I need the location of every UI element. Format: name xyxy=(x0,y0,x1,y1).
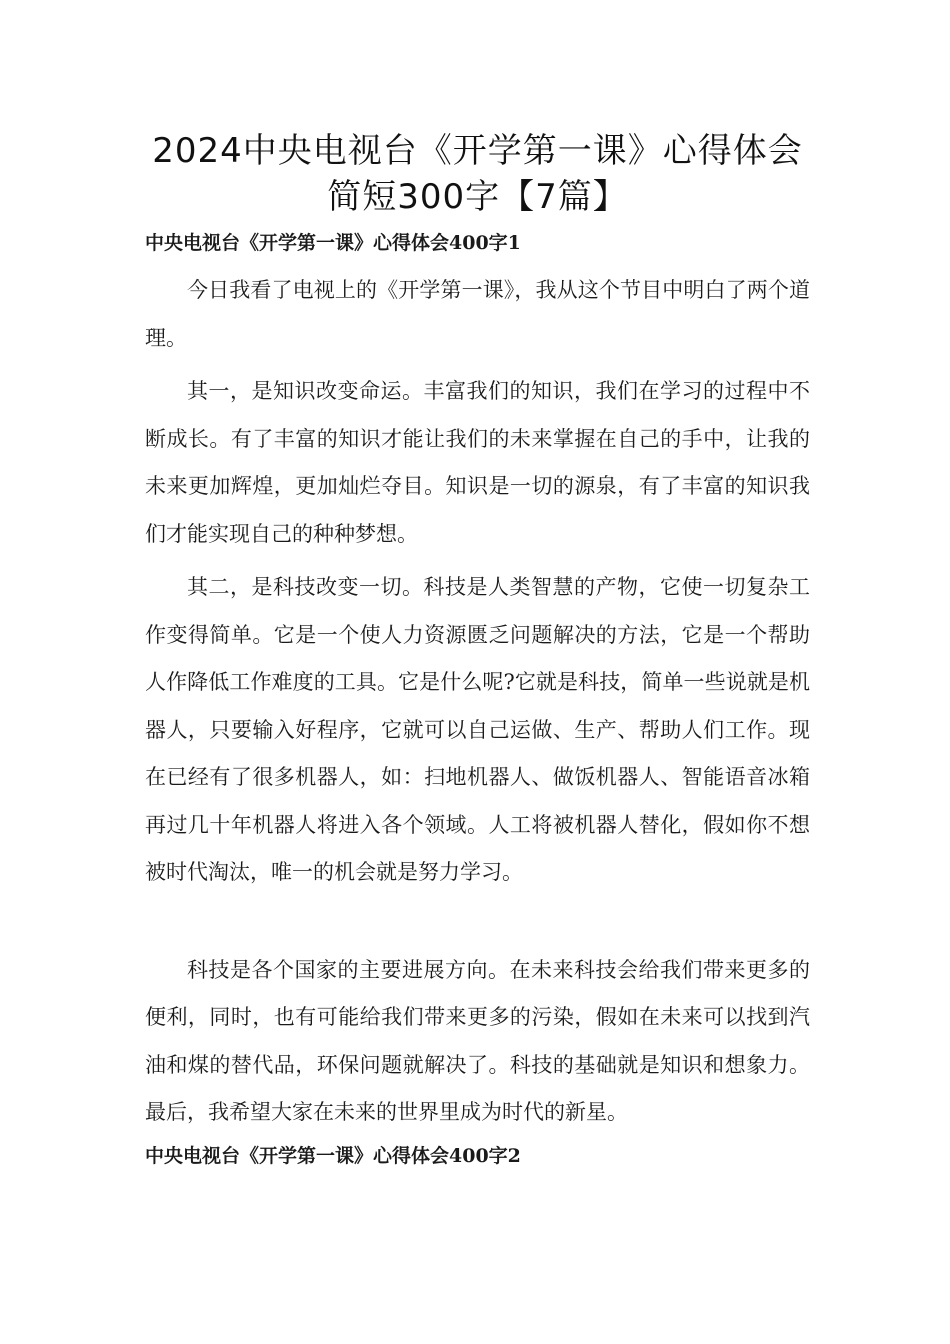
paragraph-3: 其二，是科技改变一切。科技是人类智慧的产物，它使一切复杂工作变得简单。它是一个使人力资源匮乏问题解决的方法，它是一个帮助人作降低工作难度的工具。它是什么呢?它就是科技，简单一些说就是机器人，只要输入好程序，它就可以自己运做、生产、帮助人们工作。现在已经有了很多机器人，如：扫地机器人、做饭机器人、智能语音冰箱再过几十年机器人将进入各个领域。人工将被机器人替化，假如你不想被时代淘汰，唯一的机会就是努力学习。 xyxy=(145,575,810,884)
section-heading-1: 中央电视台《开学第一课》心得体会400字1 xyxy=(145,232,521,254)
paragraph-2: 其一，是知识改变命运。丰富我们的知识，我们在学习的过程中不断成长。有了丰富的知识才能让我们的未来掌握在自己的手中，让我的未来更加辉煌，更加灿烂夺目。知识是一切的源泉，有了丰富的知识我们才能实现自己的种种梦想。 xyxy=(145,379,810,546)
paragraph-1: 今日我看了电视上的《开学第一课》，我从这个节目中明白了两个道理。 xyxy=(145,278,810,350)
paragraph-4: 科技是各个国家的主要进展方向。在未来科技会给我们带来更多的便利，同时，也有可能给我们带来更多的污染，假如在未来可以找到汽油和煤的替代品，环保问题就解决了。科技的基础就是知识和想象力。最后，我希望大家在未来的世界里成为时代的新星。 xyxy=(145,957,810,1124)
section-heading-2: 中央电视台《开学第一课》心得体会400字2 xyxy=(145,1144,521,1167)
document-title: 2024中央电视台《开学第一课》心得体会简短300字【7篇】 xyxy=(152,131,803,217)
document-page xyxy=(145,128,810,1169)
